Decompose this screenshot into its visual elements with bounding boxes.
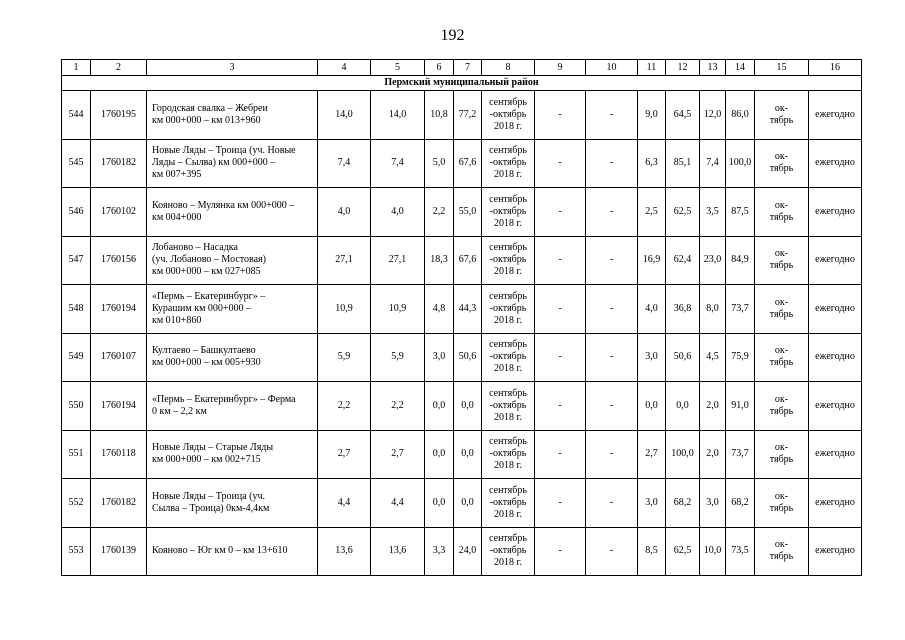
cell-col-10: -	[586, 527, 638, 576]
cell-line: 2018 г.	[494, 557, 522, 569]
cell-col-7: 50,6	[454, 333, 482, 382]
cell-col-1: 548	[62, 285, 91, 334]
cell-line: сентябрь	[489, 242, 527, 254]
cell-line: сентябрь	[489, 290, 527, 302]
cell-col-7: 0,0	[454, 430, 482, 479]
cell-line: сентябрь	[489, 96, 527, 108]
cell-line: -октябрь	[489, 205, 527, 217]
table-row	[62, 333, 862, 382]
cell-col-9: -	[535, 285, 586, 334]
column-header: 5	[371, 60, 425, 76]
column-header: 8	[482, 60, 535, 76]
cell-col-7: 55,0	[454, 188, 482, 237]
cell-line: км 000+000 – км 002+715	[152, 454, 261, 466]
cell-col-16: ежегодно	[809, 91, 862, 140]
cell-col-11: 9,0	[638, 91, 666, 140]
cell-col-9: -	[535, 430, 586, 479]
cell-line: 2018 г.	[494, 411, 522, 423]
cell-col-15	[755, 236, 809, 285]
cell-col-8	[482, 139, 535, 188]
cell-col-10: -	[586, 430, 638, 479]
cell-line: ок-	[774, 393, 789, 405]
cell-col-10: -	[586, 91, 638, 140]
cell-col-11: 16,9	[638, 236, 666, 285]
cell-col-3	[147, 479, 318, 528]
cell-col-4: 7,4	[318, 139, 371, 188]
cell-line: сентябрь	[489, 387, 527, 399]
cell-line: ок-	[774, 248, 789, 260]
cell-col-14: 91,0	[726, 382, 755, 431]
cell-line: -октябрь	[489, 157, 527, 169]
cell-line: 2018 г.	[494, 169, 522, 181]
cell-line: 2018 г.	[494, 460, 522, 472]
cell-col-8	[482, 527, 535, 576]
cell-line: 0 км – 2,2 км	[152, 405, 207, 417]
cell-line: км 000+000 – км 027+085	[152, 266, 261, 278]
cell-col-11: 4,0	[638, 285, 666, 334]
cell-col-3	[147, 91, 318, 140]
cell-col-3	[147, 285, 318, 334]
cell-col-14: 73,7	[726, 430, 755, 479]
cell-col-8	[482, 333, 535, 382]
cell-col-3	[147, 333, 318, 382]
cell-col-1: 552	[62, 479, 91, 528]
cell-col-3	[147, 382, 318, 431]
cell-col-13: 4,5	[700, 333, 726, 382]
cell-col-1: 553	[62, 527, 91, 576]
cell-col-5: 4,0	[371, 188, 425, 237]
cell-col-11: 6,3	[638, 139, 666, 188]
cell-line: ок-	[774, 345, 789, 357]
cell-col-15	[755, 333, 809, 382]
cell-line: км 007+395	[152, 169, 202, 181]
cell-col-2: 1760107	[91, 333, 147, 382]
cell-line: тябрь	[769, 163, 794, 175]
table-row	[62, 139, 862, 188]
cell-col-16: ежегодно	[809, 527, 862, 576]
cell-line: ок-	[774, 442, 789, 454]
cell-line: тябрь	[769, 454, 794, 466]
cell-col-7: 24,0	[454, 527, 482, 576]
cell-line: Кояново – Юг км 0 – км 13+610	[152, 545, 288, 557]
cell-col-8	[482, 430, 535, 479]
cell-line: Култаево – Башкултаево	[152, 345, 256, 357]
cell-col-14: 73,7	[726, 285, 755, 334]
cell-line: -октябрь	[489, 254, 527, 266]
cell-col-2: 1760118	[91, 430, 147, 479]
cell-line: ок-	[774, 102, 789, 114]
cell-col-9: -	[535, 479, 586, 528]
table-row	[62, 285, 862, 334]
cell-col-16: ежегодно	[809, 382, 862, 431]
cell-col-12: 36,8	[666, 285, 700, 334]
cell-col-10: -	[586, 333, 638, 382]
cell-col-12: 62,5	[666, 527, 700, 576]
cell-col-12: 62,4	[666, 236, 700, 285]
cell-col-5: 14,0	[371, 91, 425, 140]
cell-col-16: ежегодно	[809, 139, 862, 188]
column-header: 16	[809, 60, 862, 76]
cell-col-2: 1760194	[91, 382, 147, 431]
cell-line: ок-	[774, 490, 789, 502]
cell-col-2: 1760102	[91, 188, 147, 237]
column-header: 14	[726, 60, 755, 76]
cell-col-15	[755, 382, 809, 431]
cell-col-7: 0,0	[454, 382, 482, 431]
cell-col-12: 68,2	[666, 479, 700, 528]
cell-col-15	[755, 91, 809, 140]
cell-line: 2018 г.	[494, 217, 522, 229]
cell-col-6: 4,8	[425, 285, 454, 334]
cell-line: сентябрь	[489, 436, 527, 448]
cell-col-11: 0,0	[638, 382, 666, 431]
cell-line: -октябрь	[489, 448, 527, 460]
cell-col-16: ежегодно	[809, 188, 862, 237]
cell-line: -октябрь	[489, 108, 527, 120]
cell-col-9: -	[535, 333, 586, 382]
cell-col-1: 546	[62, 188, 91, 237]
cell-col-13: 2,0	[700, 382, 726, 431]
cell-line: ок-	[774, 296, 789, 308]
cell-col-5: 2,7	[371, 430, 425, 479]
cell-col-10: -	[586, 139, 638, 188]
cell-col-5: 2,2	[371, 382, 425, 431]
cell-col-9: -	[535, 236, 586, 285]
cell-col-9: -	[535, 527, 586, 576]
cell-col-13: 23,0	[700, 236, 726, 285]
cell-col-2: 1760195	[91, 91, 147, 140]
cell-col-15	[755, 479, 809, 528]
cell-col-3	[147, 139, 318, 188]
cell-col-4: 13,6	[318, 527, 371, 576]
cell-col-15	[755, 139, 809, 188]
header-row	[62, 60, 862, 76]
cell-col-3	[147, 430, 318, 479]
cell-col-1: 544	[62, 91, 91, 140]
cell-line: Сылва – Троица) 0км-4,4км	[152, 502, 270, 514]
cell-col-16: ежегодно	[809, 236, 862, 285]
cell-col-4: 4,4	[318, 479, 371, 528]
cell-col-12: 100,0	[666, 430, 700, 479]
table-row	[62, 479, 862, 528]
cell-col-14: 68,2	[726, 479, 755, 528]
cell-col-7: 0,0	[454, 479, 482, 528]
cell-col-6: 0,0	[425, 479, 454, 528]
cell-col-15	[755, 430, 809, 479]
cell-line: ок-	[774, 199, 789, 211]
cell-col-16: ежегодно	[809, 430, 862, 479]
table-row	[62, 527, 862, 576]
cell-col-14: 87,5	[726, 188, 755, 237]
cell-col-16: ежегодно	[809, 285, 862, 334]
cell-line: км 010+860	[152, 314, 202, 326]
cell-line: Кояново – Мулянка км 000+000 –	[152, 199, 295, 211]
column-header: 2	[91, 60, 147, 76]
table-row	[62, 382, 862, 431]
cell-line: тябрь	[769, 357, 794, 369]
cell-col-4: 2,2	[318, 382, 371, 431]
cell-col-12: 85,1	[666, 139, 700, 188]
cell-col-4: 2,7	[318, 430, 371, 479]
cell-line: тябрь	[769, 211, 794, 223]
cell-line: «Пермь – Екатеринбург» –	[152, 290, 266, 302]
cell-line: Городская свалка – Жебреи	[152, 102, 268, 114]
cell-col-1: 547	[62, 236, 91, 285]
road-survey-table	[61, 59, 862, 576]
cell-col-8	[482, 285, 535, 334]
cell-col-4: 5,9	[318, 333, 371, 382]
cell-line: тябрь	[769, 114, 794, 126]
cell-col-2: 1760194	[91, 285, 147, 334]
cell-line: км 000+000 – км 005+930	[152, 357, 261, 369]
column-header: 6	[425, 60, 454, 76]
cell-col-9: -	[535, 91, 586, 140]
cell-col-9: -	[535, 139, 586, 188]
cell-line: тябрь	[769, 502, 794, 514]
cell-col-2: 1760182	[91, 139, 147, 188]
cell-col-14: 75,9	[726, 333, 755, 382]
cell-col-12: 50,6	[666, 333, 700, 382]
cell-col-7: 67,6	[454, 139, 482, 188]
cell-line: тябрь	[769, 308, 794, 320]
cell-col-14: 73,5	[726, 527, 755, 576]
cell-col-2: 1760139	[91, 527, 147, 576]
cell-col-13: 12,0	[700, 91, 726, 140]
cell-line: км 004+000	[152, 211, 202, 223]
cell-col-6: 18,3	[425, 236, 454, 285]
cell-col-10: -	[586, 188, 638, 237]
cell-line: тябрь	[769, 551, 794, 563]
cell-line: сентябрь	[489, 145, 527, 157]
section-row	[62, 76, 862, 91]
cell-col-5: 7,4	[371, 139, 425, 188]
cell-line: Новые Ляды – Старые Ляды	[152, 442, 274, 454]
cell-line: сентябрь	[489, 339, 527, 351]
cell-col-11: 3,0	[638, 479, 666, 528]
cell-line: тябрь	[769, 405, 794, 417]
cell-col-6: 3,3	[425, 527, 454, 576]
cell-line: «Пермь – Екатеринбург» – Ферма	[152, 393, 296, 405]
cell-line: сентябрь	[489, 533, 527, 545]
page-number: 192	[440, 27, 465, 44]
column-header: 3	[147, 60, 318, 76]
cell-col-14: 86,0	[726, 91, 755, 140]
cell-line: (уч. Лобаново – Мостовая)	[152, 254, 266, 266]
cell-col-12: 64,5	[666, 91, 700, 140]
cell-col-6: 0,0	[425, 382, 454, 431]
cell-line: ок-	[774, 539, 789, 551]
cell-line: 2018 г.	[494, 363, 522, 375]
cell-col-1: 549	[62, 333, 91, 382]
cell-line: тябрь	[769, 260, 794, 272]
cell-col-10: -	[586, 236, 638, 285]
column-header: 10	[586, 60, 638, 76]
table-row	[62, 236, 862, 285]
cell-line: 2018 г.	[494, 120, 522, 132]
cell-line: Ляды – Сылва) км 000+000 –	[152, 157, 276, 169]
cell-col-6: 10,8	[425, 91, 454, 140]
cell-col-15	[755, 188, 809, 237]
column-header: 15	[755, 60, 809, 76]
cell-col-3	[147, 527, 318, 576]
column-header: 11	[638, 60, 666, 76]
cell-col-10: -	[586, 382, 638, 431]
cell-col-4: 27,1	[318, 236, 371, 285]
cell-line: сентябрь	[489, 484, 527, 496]
cell-col-14: 84,9	[726, 236, 755, 285]
cell-col-4: 4,0	[318, 188, 371, 237]
cell-col-11: 2,7	[638, 430, 666, 479]
cell-line: км 000+000 – км 013+960	[152, 114, 261, 126]
cell-line: сентябрь	[489, 193, 527, 205]
cell-col-15	[755, 285, 809, 334]
column-header: 4	[318, 60, 371, 76]
cell-col-6: 0,0	[425, 430, 454, 479]
table-row	[62, 91, 862, 140]
table-row	[62, 430, 862, 479]
cell-col-16: ежегодно	[809, 479, 862, 528]
cell-col-1: 550	[62, 382, 91, 431]
cell-line: -октябрь	[489, 351, 527, 363]
cell-line: -октябрь	[489, 302, 527, 314]
cell-col-7: 67,6	[454, 236, 482, 285]
section-title: Пермский муниципальный район	[62, 76, 862, 91]
cell-col-12: 62,5	[666, 188, 700, 237]
cell-col-6: 3,0	[425, 333, 454, 382]
column-header: 1	[62, 60, 91, 76]
cell-col-11: 3,0	[638, 333, 666, 382]
cell-col-9: -	[535, 188, 586, 237]
cell-col-1: 545	[62, 139, 91, 188]
cell-col-2: 1760156	[91, 236, 147, 285]
cell-line: -октябрь	[489, 496, 527, 508]
cell-col-3	[147, 236, 318, 285]
cell-col-13: 3,0	[700, 479, 726, 528]
cell-col-16: ежегодно	[809, 333, 862, 382]
cell-line: Лобаново – Насадка	[152, 242, 238, 254]
cell-col-10: -	[586, 285, 638, 334]
cell-col-12: 0,0	[666, 382, 700, 431]
cell-col-7: 77,2	[454, 91, 482, 140]
cell-col-6: 5,0	[425, 139, 454, 188]
cell-col-15	[755, 527, 809, 576]
cell-line: Курашим км 000+000 –	[152, 302, 252, 314]
column-header: 13	[700, 60, 726, 76]
cell-col-4: 10,9	[318, 285, 371, 334]
cell-col-13: 3,5	[700, 188, 726, 237]
cell-col-13: 10,0	[700, 527, 726, 576]
cell-line: -октябрь	[489, 399, 527, 411]
column-header: 9	[535, 60, 586, 76]
cell-col-5: 5,9	[371, 333, 425, 382]
cell-col-10: -	[586, 479, 638, 528]
table-row	[62, 188, 862, 237]
cell-line: 2018 г.	[494, 266, 522, 278]
column-header: 7	[454, 60, 482, 76]
cell-line: 2018 г.	[494, 508, 522, 520]
cell-col-13: 2,0	[700, 430, 726, 479]
cell-col-8	[482, 188, 535, 237]
column-header: 12	[666, 60, 700, 76]
cell-col-3	[147, 188, 318, 237]
cell-col-6: 2,2	[425, 188, 454, 237]
cell-col-4: 14,0	[318, 91, 371, 140]
cell-col-5: 13,6	[371, 527, 425, 576]
cell-col-14: 100,0	[726, 139, 755, 188]
cell-col-5: 27,1	[371, 236, 425, 285]
cell-col-13: 7,4	[700, 139, 726, 188]
cell-col-8	[482, 479, 535, 528]
cell-col-1: 551	[62, 430, 91, 479]
cell-col-8	[482, 236, 535, 285]
cell-col-5: 4,4	[371, 479, 425, 528]
cell-col-9: -	[535, 382, 586, 431]
cell-col-11: 8,5	[638, 527, 666, 576]
cell-col-8	[482, 91, 535, 140]
cell-line: Новые Ляды – Троица (уч. Новые	[152, 145, 296, 157]
cell-line: -октябрь	[489, 545, 527, 557]
cell-line: 2018 г.	[494, 314, 522, 326]
cell-col-11: 2,5	[638, 188, 666, 237]
cell-col-13: 8,0	[700, 285, 726, 334]
cell-col-5: 10,9	[371, 285, 425, 334]
cell-col-8	[482, 382, 535, 431]
cell-line: ок-	[774, 151, 789, 163]
cell-col-2: 1760182	[91, 479, 147, 528]
cell-line: Новые Ляды – Троица (уч.	[152, 490, 266, 502]
cell-col-7: 44,3	[454, 285, 482, 334]
